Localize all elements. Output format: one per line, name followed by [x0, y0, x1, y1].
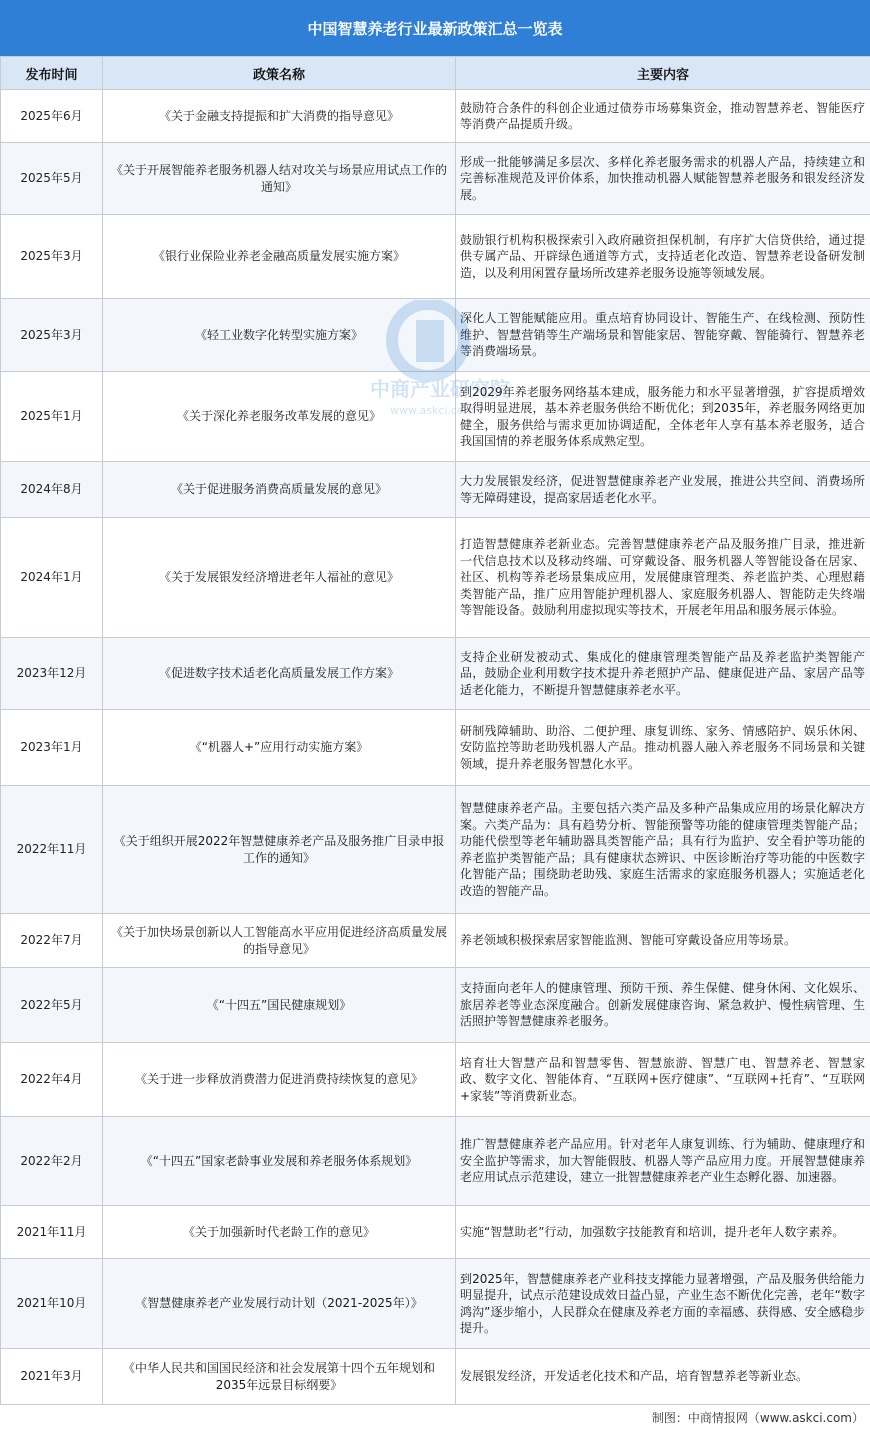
table-row [1, 462, 870, 518]
table-row [1, 1117, 870, 1206]
watermark-url: www.askci.com [390, 404, 475, 417]
source-footer: 制图：中商情报网（www.askci.com） [651, 1411, 864, 1425]
content-cell: 培育壮大智慧产品和智慧零售、智慧旅游、智慧广电、智慧养老、智慧家政、数字文化、智能体育、“互联网+医疗健康”、“互联网+托育”、“互联网+家装”等消费新业态。 [456, 1043, 870, 1117]
column-header-row [1, 57, 870, 90]
table-row [1, 914, 870, 968]
column-header-date: 发布时间 [1, 57, 103, 90]
policy-name-cell: 《促进数字技术适老化高质量发展工作方案》 [103, 638, 456, 710]
policy-table [0, 56, 870, 1405]
watermark-brand: 中商产业研究院 [370, 377, 510, 401]
content-cell: 研制残障辅助、助浴、二便护理、康复训练、家务、情感陪护、娱乐休闲、安防监控等助老助残机器人产品。推动机器人融入养老服务不同场景和关键领域，提升养老服务智慧化水平。 [456, 710, 870, 786]
policy-name-cell: 《关于促进服务消费高质量发展的意见》 [103, 462, 456, 518]
table-row [1, 1043, 870, 1117]
content-cell: 到2029年养老服务网络基本建成，服务能力和水平显著增强，扩容提质增效取得明显进展，基本养老服务供给不断优化；到2035年，养老服务网络更加健全，服务供给与需求更加协调适配，全体老年人享有基本养老服务，适合我国国情的养老服务体系成熟定型。 [456, 372, 870, 462]
policy-name-cell: 《关于组织开展2022年智慧健康养老产品及服务推广目录申报工作的通知》 [103, 786, 456, 914]
column-header-policy-name: 政策名称 [103, 57, 456, 90]
date-cell: 2023年12月 [1, 638, 103, 710]
date-cell: 2024年1月 [1, 518, 103, 638]
table-row [1, 1206, 870, 1259]
column-header-content: 主要内容 [456, 57, 870, 90]
date-cell: 2022年4月 [1, 1043, 103, 1117]
date-cell: 2021年3月 [1, 1349, 103, 1405]
table-row [1, 299, 870, 372]
date-cell: 2025年3月 [1, 215, 103, 299]
policy-name-cell: 《银行业保险业养老金融高质量发展实施方案》 [103, 215, 456, 299]
content-cell: 智慧健康养老产品。主要包括六类产品及多种产品集成应用的场景化解决方案。六类产品为：具有趋势分析、智能预警等功能的健康管理类智能产品；功能代偿型等老年辅助器具类智能产品；具有行为监护、安全看护等功能的养老监护类智能产品；具有健康状态辨识、中医诊断治疗等功能的中医数字化智能产品；围绕助老助残、家庭生活需求的家庭服务机器人；实施适老化改造的智能产品。 [456, 786, 870, 914]
table-row [1, 518, 870, 638]
content-cell: 支持面向老年人的健康管理、预防干预、养生保健、健身休闲、文化娱乐、旅居养老等业态深度融合。创新发展健康咨询、紧急救护、慢性病管理、生活照护等智慧健康养老服务。 [456, 968, 870, 1043]
policy-name-cell: 《关于金融支持提振和扩大消费的指导意见》 [103, 90, 456, 143]
policy-name-cell: 《关于加快场景创新以人工智能高水平应用促进经济高质量发展的指导意见》 [103, 914, 456, 968]
policy-name-cell: 《轻工业数字化转型实施方案》 [103, 299, 456, 372]
date-cell: 2021年11月 [1, 1206, 103, 1259]
table-row [1, 1259, 870, 1349]
date-cell: 2022年5月 [1, 968, 103, 1043]
date-cell: 2025年1月 [1, 372, 103, 462]
policy-name-cell: 《关于加强新时代老龄工作的意见》 [103, 1206, 456, 1259]
table-row [1, 638, 870, 710]
content-cell: 鼓励符合条件的科创企业通过债券市场募集资金，推动智慧养老、智能医疗等消费产品提质升级。 [456, 90, 870, 143]
date-cell: 2021年10月 [1, 1259, 103, 1349]
content-cell: 实施“智慧助老”行动，加强数字技能教育和培训，提升老年人数字素养。 [456, 1206, 870, 1259]
date-cell: 2025年6月 [1, 90, 103, 143]
content-cell: 发展银发经济，开发适老化技术和产品，培育智慧养老等新业态。 [456, 1349, 870, 1405]
policy-name-cell: 《“机器人+”应用行动实施方案》 [103, 710, 456, 786]
policy-name-cell: 《智慧健康养老产业发展行动计划（2021-2025年）》 [103, 1259, 456, 1349]
table-row [1, 968, 870, 1043]
date-cell: 2022年7月 [1, 914, 103, 968]
date-cell: 2025年5月 [1, 143, 103, 215]
policy-name-cell: 《“十四五”国家老龄事业发展和养老服务体系规划》 [103, 1117, 456, 1206]
table-row [1, 1349, 870, 1405]
date-cell: 2023年1月 [1, 710, 103, 786]
table-row [1, 786, 870, 914]
table-row [1, 90, 870, 143]
content-cell: 推广智慧健康养老产品应用。针对老年人康复训练、行为辅助、健康理疗和安全监护等需求，加大智能假肢、机器人等产品应用力度。开展智慧健康养老应用试点示范建设，建立一批智慧健康养老产业生态孵化器、加速器。 [456, 1117, 870, 1206]
content-cell: 大力发展银发经济，促进智慧健康养老产业发展，推进公共空间、消费场所等无障碍建设，提高家居适老化水平。 [456, 462, 870, 518]
date-cell: 2024年8月 [1, 462, 103, 518]
table-row [1, 143, 870, 215]
content-cell: 鼓励银行机构积极探索引入政府融资担保机制，有序扩大信贷供给，通过提供专属产品、开辟绿色通道等方式，支持适老化改造、智慧养老设备研发制造，以及利用闲置存量场所改建养老服务设施等领域发展。 [456, 215, 870, 299]
content-cell: 养老领域积极探索居家智能监测、智能可穿戴设备应用等场景。 [456, 914, 870, 968]
policy-name-cell: 《关于开展智能养老服务机器人结对攻关与场景应用试点工作的通知》 [103, 143, 456, 215]
content-cell: 到2025年，智慧健康养老产业科技支撑能力显著增强，产品及服务供给能力明显提升，试点示范建设成效日益凸显，产业生态不断优化完善，老年“数字鸿沟”逐步缩小，人民群众在健康及养老方面的幸福感、获得感、安全感稳步提升。 [456, 1259, 870, 1349]
table-row [1, 710, 870, 786]
policy-name-cell: 《关于进一步释放消费潜力促进消费持续恢复的意见》 [103, 1043, 456, 1117]
policy-name-cell: 《中华人民共和国国民经济和社会发展第十四个五年规划和2035年远景目标纲要》 [103, 1349, 456, 1405]
content-cell: 打造智慧健康养老新业态。完善智慧健康养老产品及服务推广目录，推进新一代信息技术以及移动终端、可穿戴设备、服务机器人等智能设备在居家、社区、机构等养老场景集成应用，发展健康管理类、养老监护类、心理慰藉类智能产品，推广应用智能护理机器人、家庭服务机器人、智能防走失终端等智能设备。鼓励利用虚拟现实等技术，开展老年用品和服务展示体验。 [456, 518, 870, 638]
table-row [1, 215, 870, 299]
content-cell: 深化人工智能赋能应用。重点培育协同设计、智能生产、在线检测、预防性维护、智慧营销等生产端场景和智能家居、智能穿戴、智能骑行、智慧养老等消费端场景。 [456, 299, 870, 372]
content-cell: 形成一批能够满足多层次、多样化养老服务需求的机器人产品，持续建立和完善标准规范及评价体系，加快推动机器人赋能智慧养老服务和银发经济发展。 [456, 143, 870, 215]
date-cell: 2022年11月 [1, 786, 103, 914]
table-title: 中国智慧养老行业最新政策汇总一览表 [0, 0, 870, 56]
table-row [1, 372, 870, 462]
content-cell: 支持企业研发被动式、集成化的健康管理类智能产品及养老监护类智能产品，鼓励企业利用数字技术提升养老照护产品、健康促进产品、家居产品等适老化能力，不断提升智慧健康养老水平。 [456, 638, 870, 710]
policy-name-cell: 《关于发展银发经济增进老年人福祉的意见》 [103, 518, 456, 638]
policy-name-cell: 《“十四五”国民健康规划》 [103, 968, 456, 1043]
date-cell: 2022年2月 [1, 1117, 103, 1206]
date-cell: 2025年3月 [1, 299, 103, 372]
policy-name-cell: 《关于深化养老服务改革发展的意见》 [103, 372, 456, 462]
